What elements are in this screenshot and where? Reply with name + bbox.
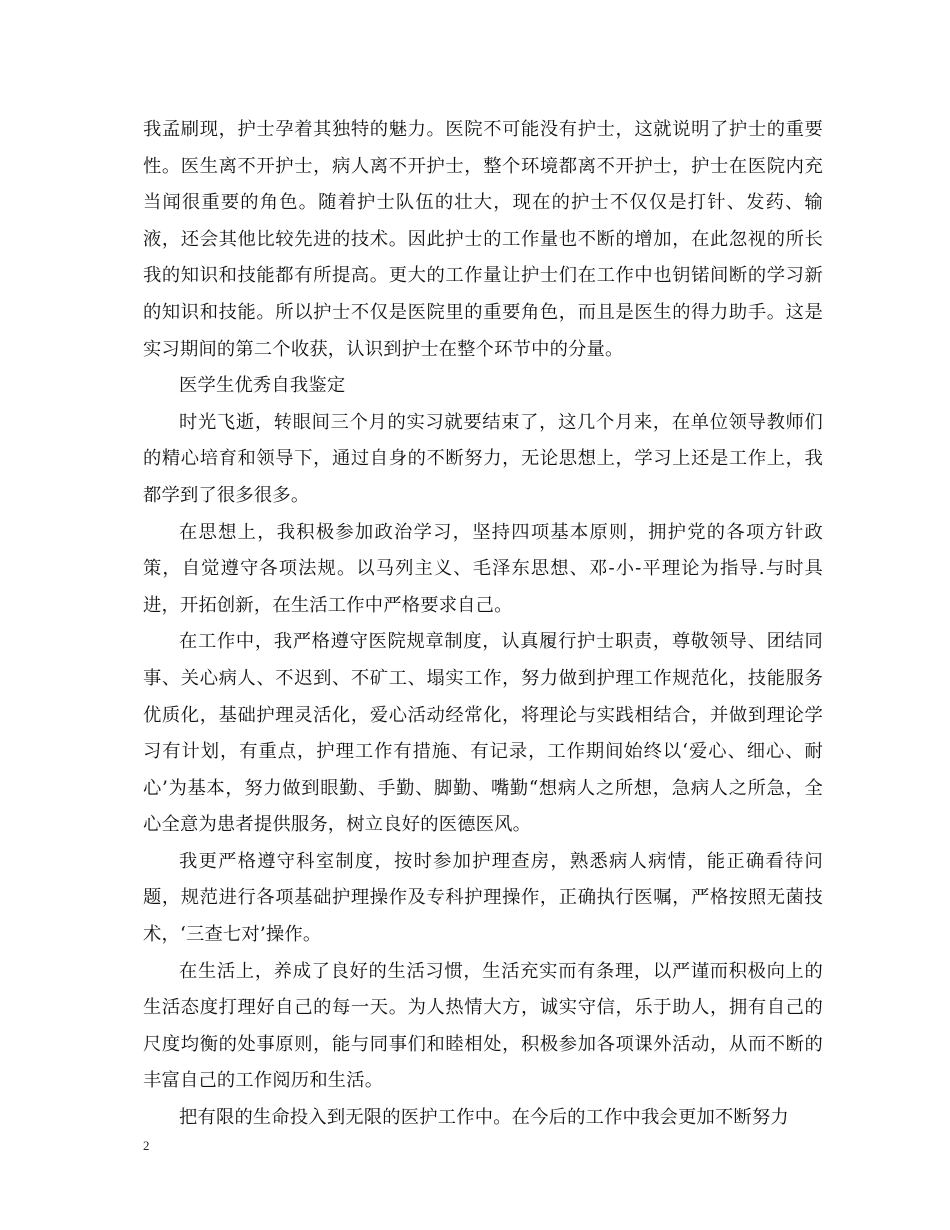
- paragraph-continued: 我孟刷现，护士孕着其独特的魅力。医院不可能没有护士，这就说明了护士的重要性。医生离不开护士，病人离不开护士，整个环境都离不开护士，护士在医院内充当闻很重要的角色。随着护士队伍的壮大，现在的护士不仅仅是打针、发药、输液，还会其他比较先进的技术。因此护士的工作量也不断的增加，在此忽视的所长我的知识和技能都有所提高。更大的工作量让护士们在工作中也钥锘间断的学习新的知识和技能。所以护士不仅是医院里的重要角色，而且是医生的得力助手。这是实习期间的第二个收获，认识到护士在整个环节中的分量。: [143, 119, 823, 360]
- paragraph-thought: 在思想上，我积极参加政治学习，坚持四项基本原则，拥护党的各项方针政策，自觉遵守各项法规。以马列主义、毛泽东思想、邓-小-平理论为指导.与时具进，开拓创新，在生活工作中严格要求自己。: [143, 521, 823, 616]
- paragraph-life: 在生活上，养成了良好的生活习惯，生活充实而有条理，以严谨而积极向上的生活态度打理好自己的每一天。为人热情大方，诚实守信，乐于助人，拥有自己的尺度均衡的处事原则，能与同事们和睦相处，积极参加各项课外活动，从而不断的丰富自己的工作阅历和生活。: [143, 960, 823, 1092]
- section-heading: 医学生优秀自我鉴定: [179, 375, 346, 397]
- page-number: 2: [143, 1138, 150, 1153]
- paragraph-work: 在工作中，我严格遵守医院规章制度，认真履行护士职责，尊敬领导、团结同事、关心病人、不迟到、不矿工、塌实工作，努力做到护理工作规范化，技能服务优质化，基础护理灵活化，爱心活动经常化，将理论与实践相结合，并做到理论学习有计划，有重点，护理工作有措施、有记录，工作期间始终以‘爱心、细心、耐心’为基本，努力做到眼勤、手勤、脚勤、嘴勤“想病人之所想，急病人之所急，全心全意为患者提供服务，树立良好的医德医风。: [143, 631, 823, 836]
- paragraph-intro: 时光飞逝，转眼间三个月的实习就要结束了，这几个月来，在单位领导教师们的精心培育和领导下，通过自身的不断努力，无论思想上，学习上还是工作上，我都学到了很多很多。: [143, 411, 823, 506]
- paragraph-closing: 把有限的生命投入到无限的医护工作中。在今后的工作中我会更加不断努力: [179, 1107, 789, 1129]
- document-body: [143, 112, 823, 1137]
- paragraph-department: 我更严格遵守科室制度，按时参加护理查房，熟悉病人病情，能正确看待问题，规范进行各项基础护理操作及专科护理操作，正确执行医嘱，严格按照无菌技术，‘三查七对’操作。: [143, 850, 823, 946]
